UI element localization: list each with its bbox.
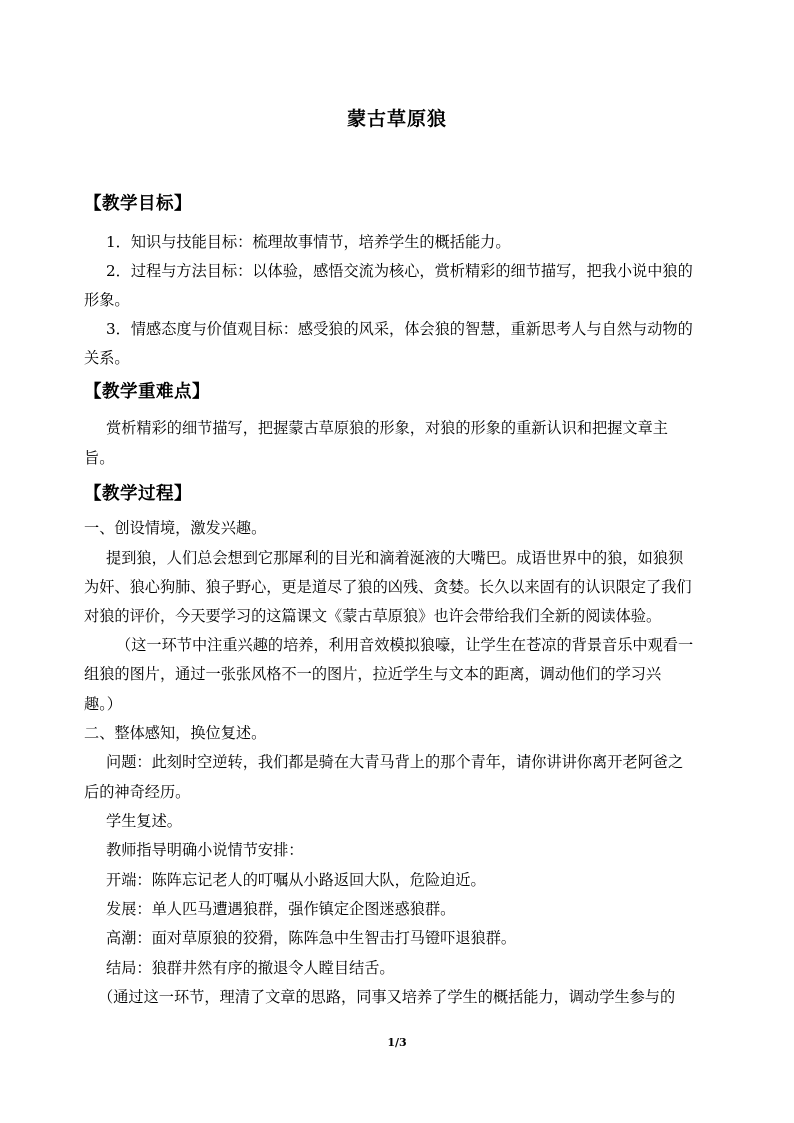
paragraph-line: 教师指导明确小说情节安排： <box>106 841 304 859</box>
paragraph-line: 后的神奇经历。 <box>84 783 191 801</box>
paragraph-line: 一、创设情境，激发兴趣。 <box>84 519 267 537</box>
paragraph-line: 趣。） <box>84 695 122 713</box>
paragraph-line: 高潮：面对草原狼的狡猾，陈阵急中生智击打马镫吓退狼群。 <box>106 929 517 947</box>
paragraph-line: 提到狼，人们总会想到它那犀利的目光和滴着涎液的大嘴巴。成语世界中的狼，如狼狈 <box>106 549 684 567</box>
paragraph-line: 旨。 <box>84 449 115 467</box>
paragraph-line: 组狼的图片，通过一张张风格不一的图片，拉近学生与文本的距离，调动他们的学习兴 <box>84 665 662 683</box>
paragraph-line: 学生复述。 <box>106 812 182 830</box>
paragraph-line: 赏析精彩的细节描写，把握蒙古草原狼的形象，对狼的形象的重新认识和把握文章主 <box>106 419 668 437</box>
section-heading-process: 【教学过程】 <box>84 484 192 504</box>
paragraph-line: 发展：单人匹马遭遇狼群，强作镇定企图迷惑狼群。 <box>106 900 456 918</box>
page-number: 1/3 <box>387 1036 407 1049</box>
paragraph-line: 形象。 <box>84 291 130 309</box>
paragraph-line: （这一环节中注重兴趣的培养，利用音效模拟狼嚎，让学生在苍凉的背景音乐中观看一 <box>116 636 694 654</box>
paragraph-line: 为奸、狼心狗肺、狼子野心，更是道尽了狼的凶残、贪婪。长久以来固有的认识限定了我们 <box>84 578 692 596</box>
section-heading-goals: 【教学目标】 <box>84 194 192 214</box>
paragraph-line: 二、整体感知，换位复述。 <box>84 724 267 742</box>
paragraph-line: 问题：此刻时空逆转，我们都是骑在大青马背上的那个青年，请你讲讲你离开老阿爸之 <box>106 753 684 771</box>
document-title: 蒙古草原狼 <box>346 108 447 130</box>
paragraph-line: 对狼的评价，今天要学习的这篇课文《蒙古草原狼》也许会带给我们全新的阅读体验。 <box>84 607 662 625</box>
paragraph-line: 结局：狼群井然有序的撤退令人瞠目结舌。 <box>106 959 395 977</box>
section-heading-key-points: 【教学重难点】 <box>84 382 210 402</box>
paragraph-line: 开端：陈阵忘记老人的叮嘱从小路返回大队，危险迫近。 <box>106 871 486 889</box>
paragraph-line: （通过这一环节，理清了文章的思路，同事又培养了学生的概括能力，调动学生参与的 <box>98 988 676 1006</box>
paragraph-line: 关系。 <box>84 349 130 367</box>
paragraph-line: 1．知识与技能目标：梳理故事情节，培养学生的概括能力。 <box>106 233 511 251</box>
paragraph-line: 2．过程与方法目标：以体验，感悟交流为核心，赏析精彩的细节描写，把我小说中狼的 <box>106 262 693 280</box>
paragraph-line: 3．情感态度与价值观目标：感受狼的风采，体会狼的智慧，重新思考人与自然与动物的 <box>106 320 693 338</box>
